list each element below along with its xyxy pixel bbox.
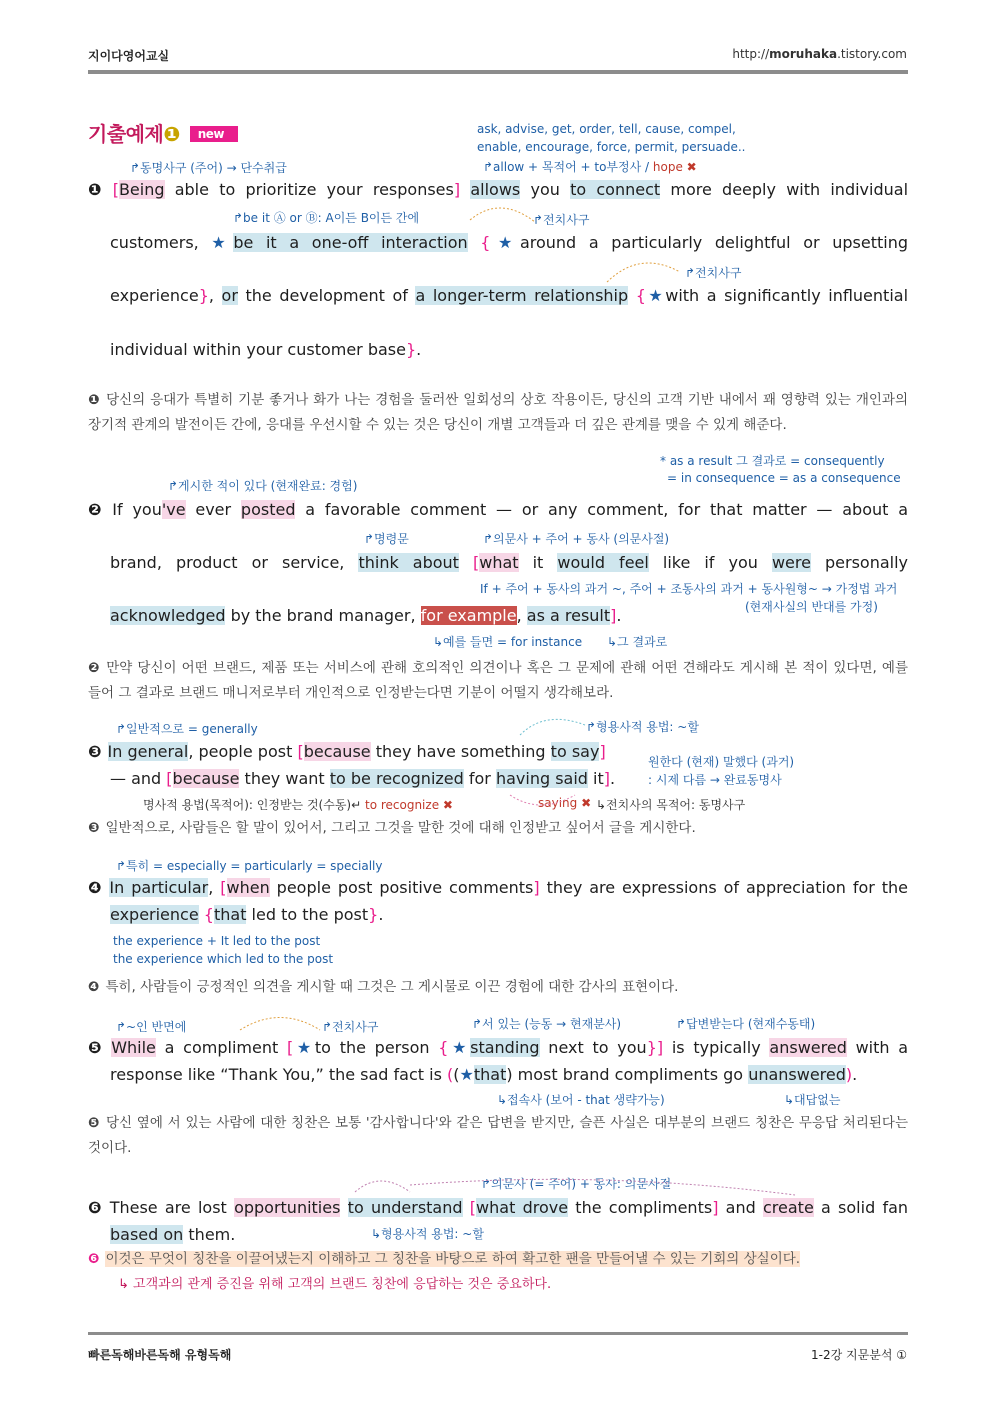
footer-left: 빠른독해바른독해 유형독해 <box>88 1348 232 1362</box>
note: ↱전치사구 <box>533 213 590 227</box>
sentence-1-line-2: customers, ★be it a one-off interaction {★around a particularly delightful or upsetting <box>110 233 909 252</box>
korean-6-note: ↳ 고객과의 관계 증진을 위해 고객의 브랜드 칭찬에 응답하는 것은 중요하다. <box>118 1277 552 1292</box>
note: ask, advise, get, order, tell, cause, compel, <box>477 122 736 136</box>
sentence-2-line-3: acknowledged by the brand manager, for example, as a result]. <box>110 606 622 625</box>
sentence-4-line-1: ❹ In particular, [when people post positive comments] they are expressions of appreciation for the <box>88 878 909 897</box>
note: ↱전치사구 <box>322 1020 379 1034</box>
note: the experience + It led to the post <box>113 934 321 948</box>
note: : 시제 다름 → 완료동명사 <box>648 773 782 787</box>
sentence-1-line-3: experience}, or the development of a longer-term relationship {★with a significantly influential <box>110 286 909 305</box>
korean-1: ❶ 당신의 응대가 특별히 기분 좋거나 화가 나는 경험을 둘러싼 일회성의 상호 작용이든, 당신의 고객 기반 내에서 꽤 영향력 있는 개인과의 장기적 관계의 발전이든 간에, 응대를 우선시할 수 있는 것은 당신이 개별 고객들과 더 깊은 관계를 맺을 수 있게 해준다. <box>88 392 908 433</box>
note: ↱동명사구 (주어) → 단수취급 <box>130 161 287 175</box>
sentence-1-line-1: ❶ [Being able to prioritize your responses] allows you to connect more deeply with individual <box>88 180 909 199</box>
note: ↱allow + 목적어 + to부정사 / hope ✖ <box>483 160 697 174</box>
note: 명사적 용법(목적어): 인정받는 것(수동)↵ to recognize ✖ <box>143 798 453 812</box>
sentence-4-line-2: experience {that led to the post}. <box>110 905 384 924</box>
note: enable, encourage, force, permit, persuade.. <box>477 140 746 154</box>
note: the experience which led to the post <box>113 952 334 966</box>
note: (현재사실의 반대를 가정) <box>745 600 878 614</box>
korean-3: ❸ 일반적으로, 사람들은 할 말이 있어서, 그리고 그것을 말한 것에 대해 인정받고 싶어서 글을 게시한다. <box>88 820 696 836</box>
note: ↱형용사적 용법: ~할 <box>586 720 699 734</box>
note: ↱답변받는다 (현재수동태) <box>676 1017 816 1031</box>
note: ↱일반적으로 = generally <box>116 722 258 736</box>
note: ↱특히 = especially = particularly = specially <box>116 859 383 873</box>
note: ↳접속사 (보어 - that 생략가능) <box>497 1093 665 1107</box>
note: ↱전치사구 <box>685 266 742 280</box>
page-title: 기출예제❶ new <box>88 118 238 147</box>
sentence-5-line-1: ❺ While a compliment [★to the person {★standing next to you}] is typically answered with a <box>88 1038 909 1057</box>
sentence-2-line-1: ❷ If you've ever posted a favorable comment — or any comment, for that matter — about a <box>88 500 909 519</box>
footer-right: 1-2강 지문분석 ① <box>811 1348 907 1362</box>
sentence-6-line-2: based on them. <box>110 1225 236 1244</box>
sentence-3-line-1: ❸ In general, people post [because they have something to say] <box>88 742 606 761</box>
note: ↳그 결과로 <box>607 635 668 649</box>
sentence-1-line-4: individual within your customer base}. <box>110 340 422 359</box>
note: ↱~인 반면에 <box>116 1020 187 1034</box>
note: ↱be it Ⓐ or Ⓑ: A이든 B이든 간에 <box>233 211 420 225</box>
sentence-5-line-2: response like “Thank You,” the sad fact is ((★that) most brand compliments go unanswered). <box>110 1065 858 1084</box>
note: ↳전치사의 목적어: 동명사구 <box>596 798 746 812</box>
sentence-3-line-2: — and [because they want to be recognized for having said it]. <box>110 769 616 788</box>
header-url[interactable]: http://moruhaka.tistory.com <box>732 47 907 61</box>
note: = in consequence = as a consequence <box>667 471 901 485</box>
note: ↳예를 들면 = for instance <box>433 635 583 649</box>
note: ↱명령문 <box>364 532 409 546</box>
korean-6: ❻ 이것은 무엇이 칭찬을 이끌어냈는지 이해하고 그 칭찬을 바탕으로 하여 확고한 팬을 만들어낼 수 있는 기회의 상실이다. <box>88 1251 801 1267</box>
note: ↱의문사 + 주어 + 동사 (의문사절) <box>483 532 670 546</box>
korean-2: ❷ 만약 당신이 어떤 브랜드, 제품 또는 서비스에 관해 호의적인 의견이나 혹은 그 문제에 관해 어떤 견해라도 게시해 본 적이 있다면, 예를 들어 그 결과로 브랜드 매니저로부터 개인적으로 인정받는다면 기분이 어떨지 생각해보라. <box>88 660 908 701</box>
korean-4: ❹ 특히, 사람들이 긍정적인 의견을 게시할 때 그것은 그 게시물로 이끈 경험에 대한 감사의 표현이다. <box>88 979 679 995</box>
sentence-2-line-2: brand, product or service, think about [what it would feel like if you were personally <box>110 553 909 572</box>
note: ↱서 있는 (능동 → 현재분사) <box>472 1017 622 1031</box>
sentence-6-line-1: ❻ These are lost opportunities to understand [what drove the compliments] and create a solid fan <box>88 1198 909 1217</box>
note: ↱의문사 (= 주어) + 동사: 의문사절 <box>481 1177 672 1191</box>
note: saying ✖ <box>538 796 592 810</box>
korean-5: ❺ 당신 옆에 서 있는 사람에 대한 칭찬은 보통 '감사합니다'와 같은 답변을 받지만, 슬픈 사실은 대부분의 브랜드 칭찬은 무응답 처리된다는 것이다. <box>88 1115 909 1156</box>
note: ↳형용사적 용법: ~할 <box>371 1227 484 1241</box>
header-left: 지이다영어교실 <box>88 49 170 63</box>
note: If + 주어 + 동사의 과거 ~, 주어 + 조동사의 과거 + 동사원형~ → 가정법 과거 <box>480 582 898 596</box>
note: ↱게시한 적이 있다 (현재완료: 경험) <box>168 479 358 493</box>
new-badge: new <box>190 126 238 142</box>
note: 원한다 (현재) 말했다 (과거) <box>648 755 795 769</box>
note: * as a result 그 결과로 = consequently <box>660 454 885 468</box>
note: ↳대답없는 <box>784 1093 841 1107</box>
